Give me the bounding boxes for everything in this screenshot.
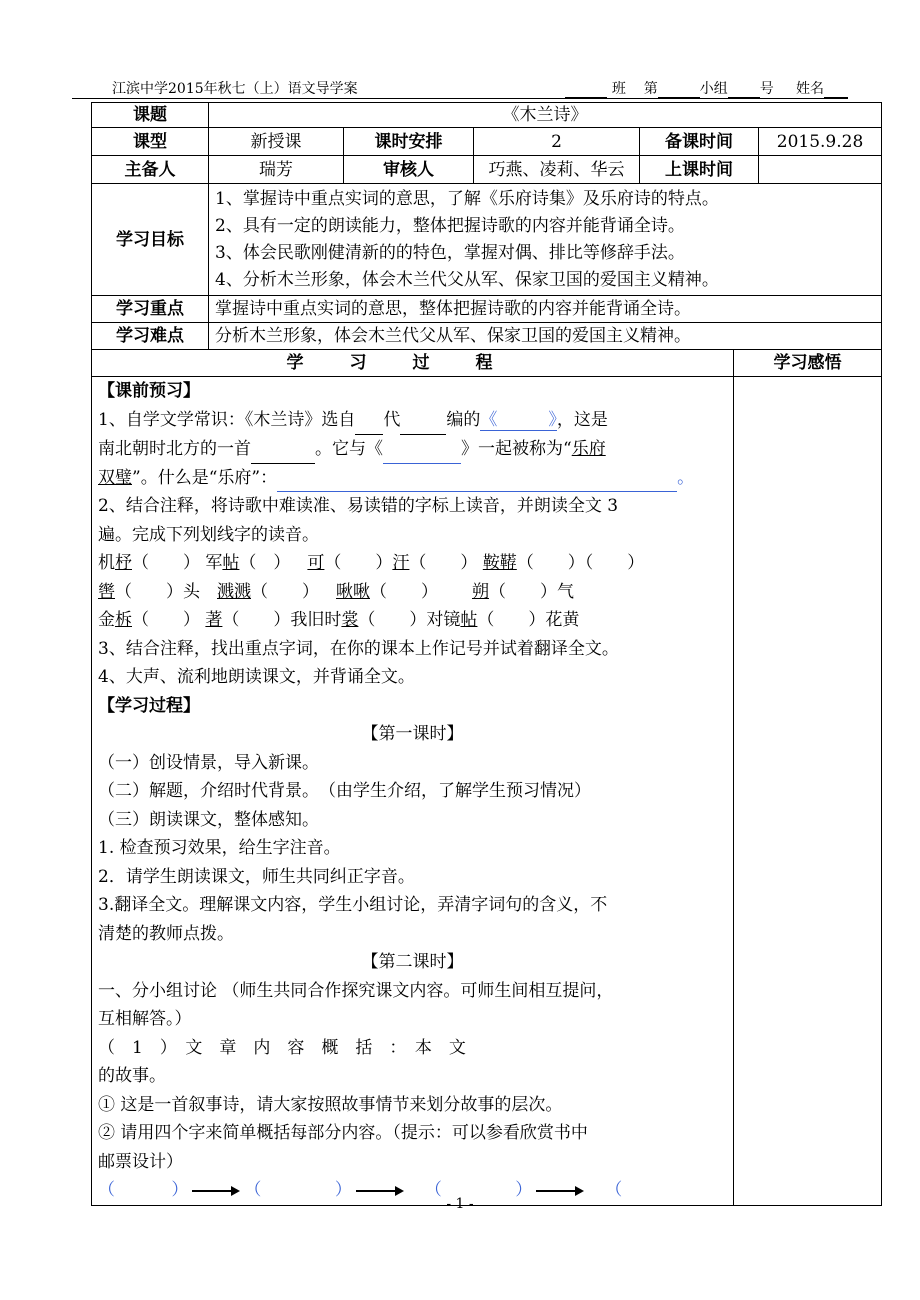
summary-heading-a: （ 1 ） 文 章 内 容 概 括 ： 本 文 [98, 1037, 466, 1058]
question-2a: ② 请用四个字来简单概括每部分内容。（提示：可以参看欣赏书中 [98, 1123, 588, 1143]
group-prefix: 第 [643, 81, 658, 97]
blank-part-4[interactable]: （ [605, 1180, 623, 1200]
goal-item: 2、具有一定的朗读能力，整体把握诗歌的内容并能背诵全诗。 [215, 215, 685, 236]
goal-item: 4、分析木兰形象，体会木兰代父从军、保家卫国的爱国主义精神。 [215, 269, 719, 290]
student-info-fields [565, 78, 848, 98]
type-label: 课型 [92, 128, 209, 156]
class-label: 班 [611, 81, 626, 97]
preparer-value: 瑞芳 [209, 156, 344, 184]
step-3-1: 1. 检查预习效果，给生字注音。 [98, 838, 341, 858]
key-value: 掌握诗中重点实词的意思，整体把握诗歌的内容并能背诵全诗。 [209, 296, 882, 323]
preparer-label: 主备人 [92, 156, 209, 184]
class-time-value[interactable] [759, 156, 882, 184]
class-blank[interactable] [565, 83, 607, 98]
step-3-3b: 清楚的教师点拨。 [98, 923, 234, 944]
name-blank[interactable] [824, 83, 848, 98]
number-blank[interactable] [728, 83, 760, 98]
goals-list [209, 184, 882, 296]
key-label: 学习重点 [92, 296, 209, 323]
page-number: - 1 - [446, 1196, 474, 1212]
blank-part-2[interactable]: （ ） [244, 1180, 352, 1200]
school-title: 江滨中学2015年秋七（上）语文导学案 [112, 81, 358, 97]
lesson-plan-table [91, 102, 882, 1206]
arrow-icon [536, 1186, 584, 1196]
pair-poem-blank[interactable] [383, 445, 461, 464]
arrow-icon [192, 1186, 240, 1196]
class-time-label: 上课时间 [640, 156, 759, 184]
group-discussion-a: 一、分小组讨论 （师生共同合作探究课文内容。可师生间相互提问， [98, 980, 614, 1001]
preview-q1-line3: 双璧”。什么是“乐府”： 。 [98, 464, 727, 493]
difficulty-value: 分析木兰形象，体会木兰代父从军、保家卫国的爱国主义精神。 [209, 323, 882, 350]
process-content [92, 377, 734, 1206]
pinyin-row-2: 辔（ ）头 溅溅（ ） 啾啾（ ） 朔（ ）气 [98, 581, 574, 602]
page-header [72, 76, 848, 99]
preview-q3: 3、结合注释，找出重点字词，在你的课本上作记号并试着翻译全文。 [98, 638, 619, 659]
preview-q2-line2: 遍。完成下列划线字的读音。 [98, 524, 319, 545]
question-1: ① 这是一首叙事诗，请大家按照故事情节来划分故事的层次。 [98, 1094, 563, 1115]
step-1: （一）创设情景，导入新课。 [98, 752, 319, 773]
group-label: 小组 [699, 81, 728, 97]
prep-time-value: 2015.9.28 [759, 128, 882, 156]
process-header: 学习过程 [92, 350, 734, 377]
number-label: 号 [759, 81, 774, 97]
editor-blank[interactable] [400, 416, 446, 435]
preview-q1-line2: 南北朝时北方的一首 。它与《 》一起被称为“乐府 [98, 435, 727, 464]
step-3: （三）朗读课文，整体感知。 [98, 809, 319, 830]
group-discussion-b: 互相解答。） [98, 1009, 192, 1029]
hours-value: 2 [474, 128, 640, 156]
collection-blank[interactable]: 《 》 [480, 409, 557, 430]
preview-q2-line1: 2、结合注释，将诗歌中难读准、易读错的字标上读音，并朗读全文 3 [98, 496, 619, 516]
pinyin-row-1: 机杼（ ） 军帖（ ） 可（ ）汗（ ） 鞍鞯（ ）（ ） [98, 553, 645, 573]
topic-label: 课题 [92, 103, 209, 128]
step-3-3a: 3.翻译全文。理解课文内容，学生小组讨论，弄清字词句的含义，不 [98, 895, 608, 915]
reflection-header: 学习感悟 [734, 350, 882, 377]
goal-item: 3、体会民歌刚健清新的的特色，掌握对偶、排比等修辞手法。 [215, 242, 685, 263]
preview-q1-line1: 1、自学文学常识：《木兰诗》选自 代 编的《 》，这是 [98, 406, 727, 436]
type-value: 新授课 [209, 128, 344, 156]
lesson-1-heading: 【第一课时】 [361, 724, 464, 744]
group-blank[interactable] [658, 83, 700, 98]
process-title: 【学习过程】 [98, 695, 200, 716]
prep-time-label: 备课时间 [640, 128, 759, 156]
pinyin-row-3: 金柝（ ） 著（ ）我旧时裳（ ）对镜帖（ ）花黄 [98, 610, 580, 630]
step-2: （二）解题，介绍时代背景。 （由学生介绍，了解学生预习情况） [98, 781, 591, 801]
reflection-area[interactable] [734, 377, 882, 1206]
goal-item: 1、掌握诗中重点实词的意思，了解《乐府诗集》及乐府诗的特点。 [215, 188, 719, 209]
name-label: 姓名 [796, 81, 824, 97]
goals-label: 学习目标 [92, 184, 209, 296]
genre-blank[interactable] [251, 445, 315, 464]
topic-value: 《木兰诗》 [209, 103, 882, 128]
arrow-icon [356, 1186, 404, 1196]
step-3-2: 2．请学生朗读课文，师生共同纠正字音。 [98, 866, 415, 887]
difficulty-label: 学习难点 [92, 323, 209, 350]
summary-heading-b: 的故事。 [98, 1066, 166, 1086]
dynasty-blank[interactable] [355, 416, 383, 435]
reviewer-value: 巧燕、凌莉、华云 [474, 156, 640, 184]
yuefu-definition-blank[interactable] [277, 473, 677, 492]
lesson-2-heading: 【第二课时】 [361, 952, 464, 972]
reviewer-label: 审核人 [344, 156, 474, 184]
blank-part-1[interactable]: （ ） [98, 1180, 189, 1200]
preview-title: 【课前预习】 [98, 381, 200, 401]
blank-part-3[interactable]: （ ） [424, 1180, 533, 1200]
preview-q4: 4、大声、流利地朗读课文，并背诵全文。 [98, 667, 415, 687]
question-2b: 邮票设计） [98, 1151, 183, 1172]
hours-label: 课时安排 [344, 128, 474, 156]
